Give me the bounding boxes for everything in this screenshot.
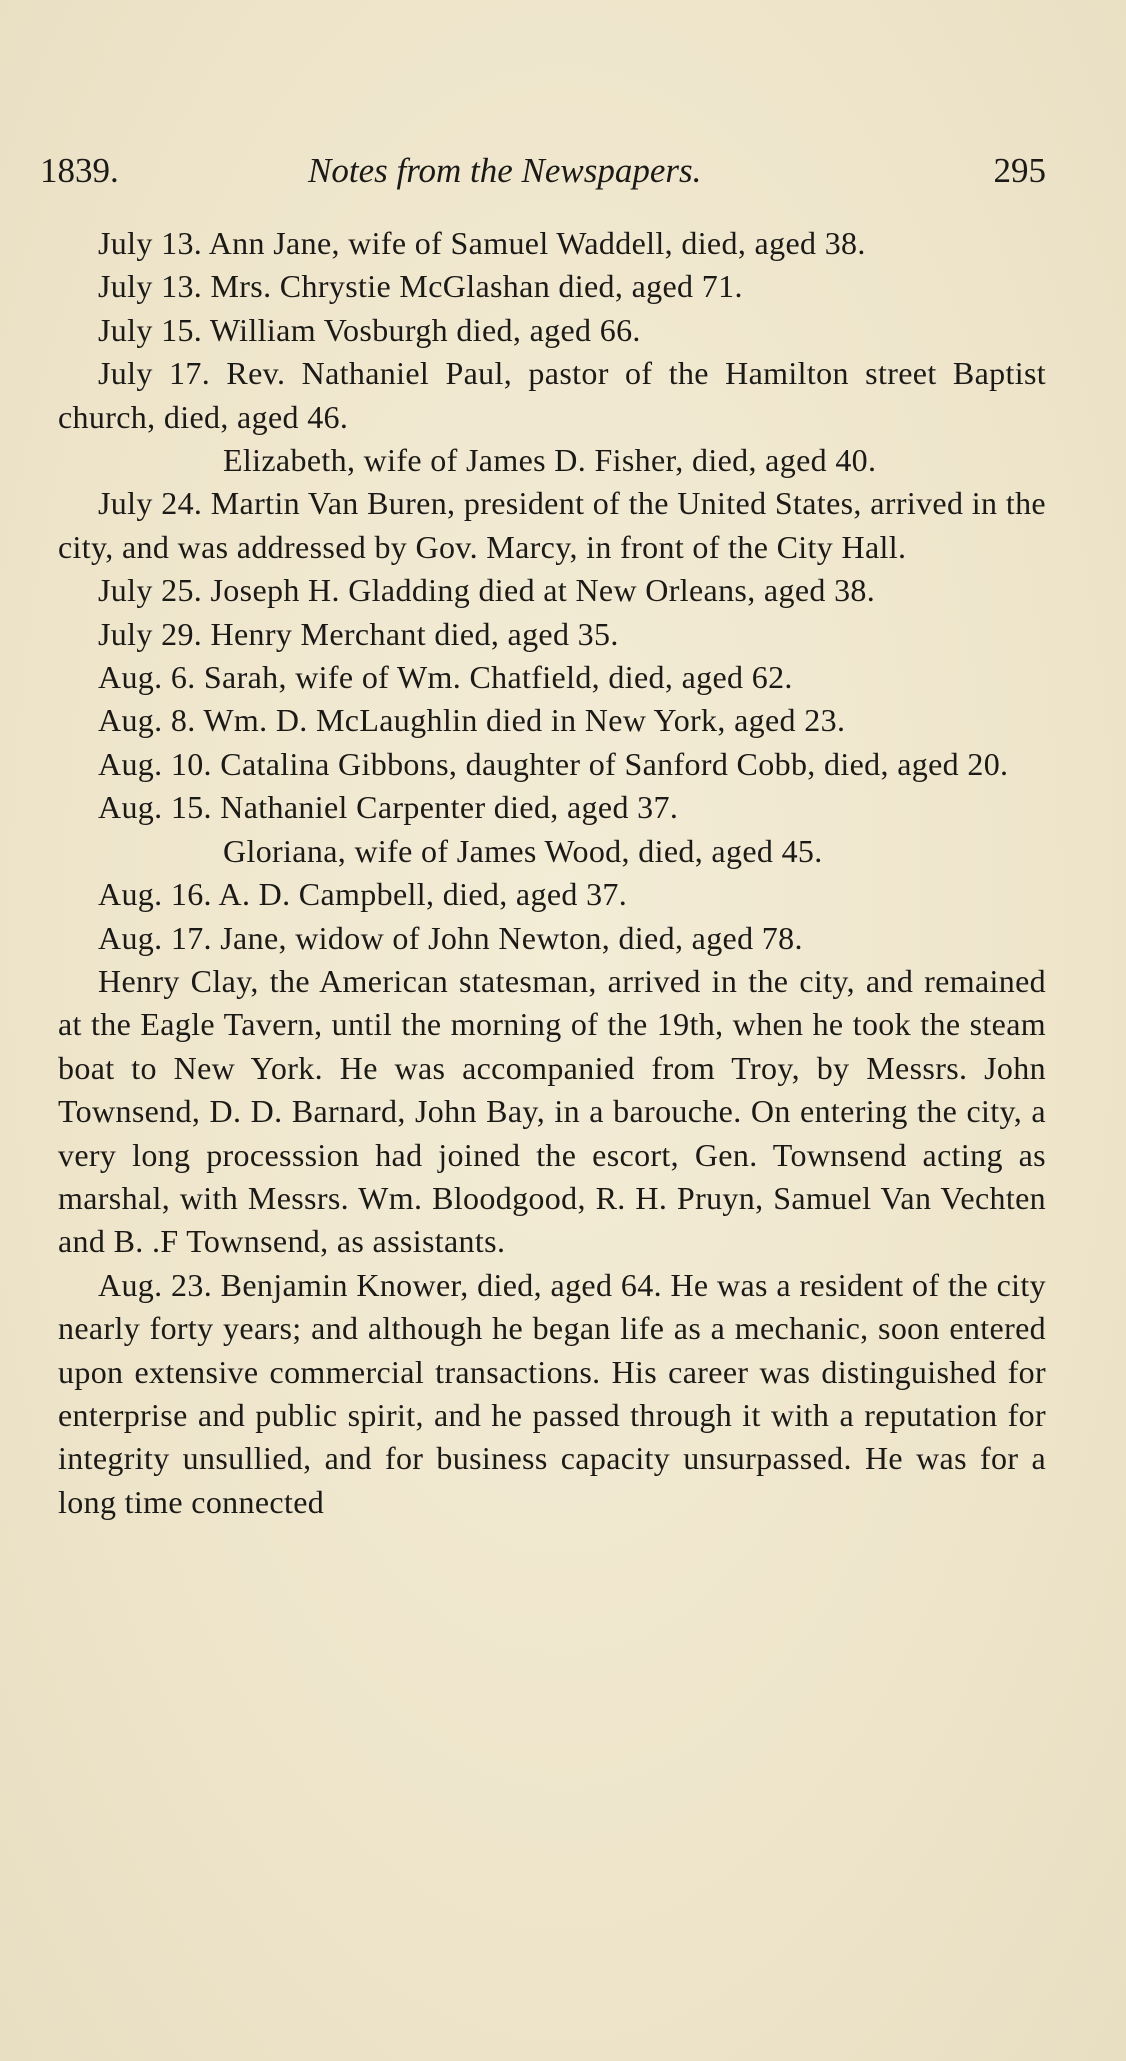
entry-aug-10-gibbons: Aug. 10. Catalina Gibbons, daughter of Sanford Cobb, died, aged 20. <box>98 745 1009 782</box>
page-number: 295 <box>993 151 1046 190</box>
page-body <box>58 222 1046 1524</box>
entry-aug-8-mclaughlin: Aug. 8. Wm. D. McLaughlin died in New York, aged 23. <box>98 702 846 739</box>
entry-wood: Gloriana, wife of James Wood, died, aged 45. <box>223 832 823 869</box>
running-header <box>40 148 1046 194</box>
entry-july-17-paul: July 17. Rev. Nathaniel Paul, pastor of the Hamilton street Baptist church, died, aged 46. <box>58 355 1046 435</box>
entry-aug-6-chatfield: Aug. 6. Sarah, wife of Wm. Chatfield, died, aged 62. <box>98 659 793 696</box>
entry-aug-23-knower: Aug. 23. Benjamin Knower, died, aged 64. He was a resident of the city nearly forty years; and although he began life as a mechanic, soon entered upon extensive commercial transactions. His career was distinguished for enterprise and public spirit, and he passed through it with a reputation for integrity unsullied, and for business capacity unsurpassed. He was for a long time connected <box>58 1266 1046 1520</box>
entry-july-15-vosburgh: July 15. William Vosburgh died, aged 66. <box>98 311 641 348</box>
entry-july-29-merchant: July 29. Henry Merchant died, aged 35. <box>98 615 619 652</box>
entry-july-13-waddell: July 13. Ann Jane, wife of Samuel Waddell, died, aged 38. <box>98 225 866 261</box>
entry-july-25-gladding: July 25. Joseph H. Gladding died at New Orleans, aged 38. <box>98 572 876 609</box>
entry-july-24-van-buren: July 24. Martin Van Buren, president of the United States, arrived in the city, and was addressed by Gov. Marcy, in front of the City Hall. <box>58 485 1046 565</box>
entry-fisher: Elizabeth, wife of James D. Fisher, died, aged 40. <box>223 442 877 479</box>
header-title: Notes from the Newspapers. <box>308 151 702 190</box>
header-year: 1839. <box>40 151 119 190</box>
entry-aug-16-campbell: Aug. 16. A. D. Campbell, died, aged 37. <box>98 876 628 913</box>
entry-july-13-mcglashan: July 13. Mrs. Chrystie McGlashan died, aged 71. <box>98 268 743 305</box>
entry-aug-17-newton: Aug. 17. Jane, widow of John Newton, died, aged 78. <box>98 919 803 956</box>
entry-aug-15-carpenter: Aug. 15. Nathaniel Carpenter died, aged 37. <box>98 789 679 826</box>
entry-henry-clay: Henry Clay, the American statesman, arrived in the city, and remained at the Eagle Tavern, until the morning of the 19th, when he took the steam boat to New York. He was accompanied from Troy, by Messrs. John Townsend, D. D. Barnard, John Bay, in a barouche. On entering the city, a very long processsion had joined the escort, Gen. Townsend acting as marshal, with Messrs. Wm. Bloodgood, R. H. Pruyn, Samuel Van Vechten and B. .F Townsend, as assistants. <box>58 962 1046 1260</box>
